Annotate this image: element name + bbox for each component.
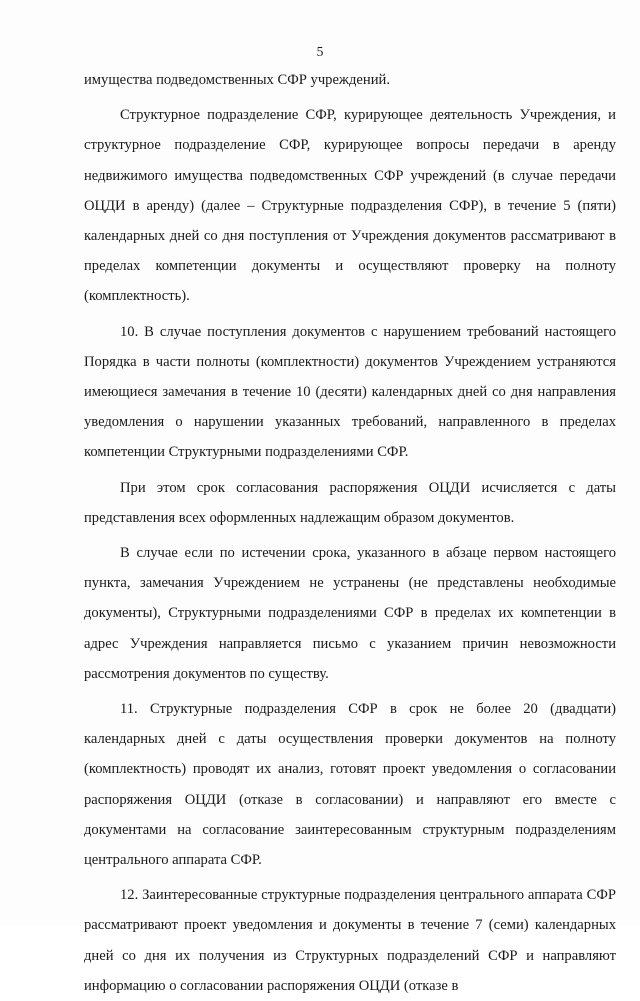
paragraph-item-10: 10. В случае поступления документов с нарушением требований настоящего Порядка в части полноты (комплектности) документов Учреждением устраняются имеющиеся замечания в течение 10 (десяти) календарных дней со дня направления уведомления о нарушении указанных требований, направленного в пределах компетенции Структурными подразделениями СФР. <box>84 323 616 461</box>
page-number: 5 <box>316 44 324 59</box>
document-body <box>84 65 616 1001</box>
paragraph-expired-term: В случае если по истечении срока, указанного в абзаце первом настоящего пункта, замечания Учреждением не устранены (не представлены необходимые документы), Структурными подразделениями СФР в пределах их компетенции в адрес Учреждения направляется письмо с указанием причин невозможности рассмотрения документов по существу. <box>84 545 616 682</box>
paragraph-approval-term: При этом срок согласования распоряжения ОЦДИ исчисляется с даты представления всех оформленных надлежащим образом документов. <box>84 479 616 526</box>
paragraph-item-11: 11. Структурные подразделения СФР в срок не более 20 (двадцати) календарных дней с даты осуществления проверки документов на полноту (комплектность) проводят их анализ, готовят проект уведомления о согласовании распоряжения ОЦДИ (отказе в согласовании) и направляют его вместе с документами на согласование заинтересованным структурным подразделениям центрального аппарата СФР. <box>84 701 616 869</box>
paragraph-structural-units: Структурное подразделение СФР, курирующее деятельность Учреждения, и структурное подразделение СФР, курирующее вопросы передачи в аренду недвижимого имущества подведомственных СФР учреждений (в случае передачи ОЦДИ в аренду) (далее – Структурные подразделения СФР), в течение 5 (пяти) календарных дней со дня поступления от Учреждения документов рассматривают в пределах компетенции документы и осуществляют проверку на полноту (комплектность). <box>84 107 616 305</box>
paragraph-continuation: имущества подведомственных СФР учреждений. <box>84 72 390 88</box>
paragraph-item-12: 12. Заинтересованные структурные подразделения центрального аппарата СФР рассматривают проект уведомления и документы в течение 7 (семи) календарных дней со дня их получения из Структурных подразделений СФР и направляют информацию о согласовании распоряжения ОЦДИ (отказе в <box>84 887 616 994</box>
